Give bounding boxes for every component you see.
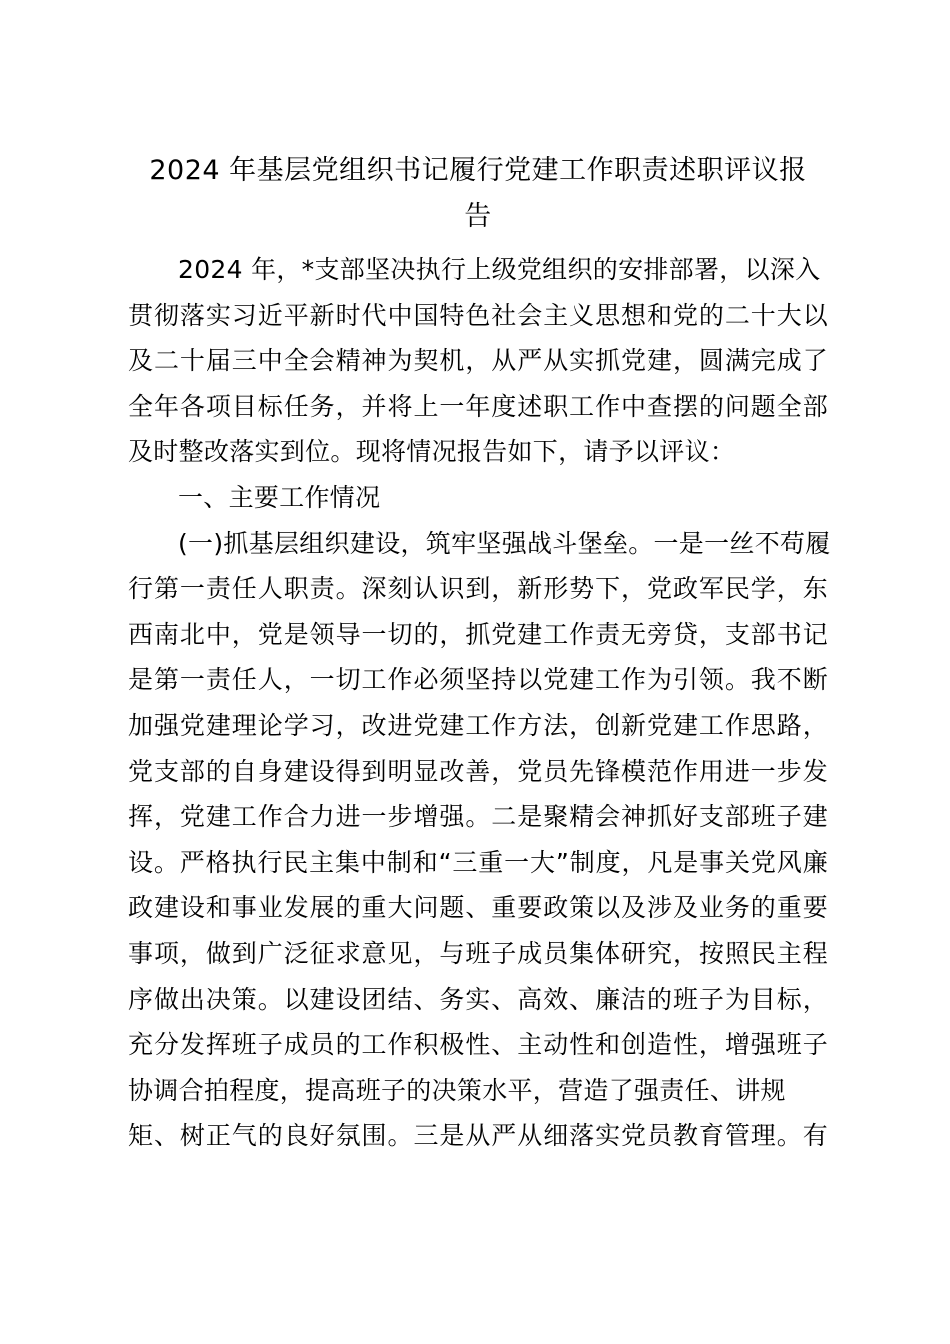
paragraph-line: 西南北中，党是领导一切的，抓党建工作责无旁贷，支部书记 [128,619,828,649]
document-title [128,148,828,240]
document-body [128,247,831,1159]
paragraph-line: 贯彻落实习近平新时代中国特色社会主义思想和党的二十大以 [128,300,828,330]
paragraph-line: 事项，做到广泛征求意见，与班子成员集体研究，按照民主程 [128,938,828,968]
paragraph-line: 序做出决策。以建设团结、务实、高效、廉洁的班子为目标， [128,984,828,1014]
paragraph-line: 政建设和事业发展的重大问题、重要政策以及涉及业务的重要 [128,893,828,923]
paragraph-line: 及时整改落实到位。现将情况报告如下，请予以评议： [128,437,736,467]
paragraph-line: 全年各项目标任务，并将上一年度述职工作中查摆的问题全部 [128,391,828,421]
title-line: 告 [464,201,492,232]
paragraph-line: 是第一责任人，一切工作必须坚持以党建工作为引领。我不断 [128,665,828,695]
paragraph-line: 充分发挥班子成员的工作积极性、主动性和创造性，增强班子 [128,1030,828,1060]
paragraph-line: 设。严格执行民主集中制和“三重一大”制度，凡是事关党风廉 [128,847,828,877]
paragraph-line: 及二十届三中全会精神为契机，从严从实抓党建，圆满完成了 [128,346,828,376]
paragraph-line: 协调合拍程度，提高班子的决策水平，营造了强责任、讲规 [128,1075,786,1105]
paragraph-line: 矩、树正气的良好氛围。三是从严从细落实党员教育管理。有 [128,1121,828,1151]
paragraph-line: 党支部的自身建设得到明显改善，党员先锋模范作用进一步发 [128,756,828,786]
paragraph-line: (一)抓基层组织建设，筑牢坚强战斗堡垒。一是一丝不苟履 [178,528,831,558]
paragraph-line: 挥，党建工作合力进一步增强。二是聚精会神抓好支部班子建 [128,802,828,832]
paragraph-line: 加强党建理论学习，改进党建工作方法，创新党建工作思路， [128,710,828,740]
section-heading: 一、主要工作情况 [178,482,381,512]
paragraph-line: 2024 年，*支部坚决执行上级党组织的安排部署，以深入 [178,255,821,284]
paragraph-line: 行第一责任人职责。深刻认识到，新形势下，党政军民学，东 [128,574,828,604]
title-line: 2024 年基层党组织书记履行党建工作职责述职评议报 [149,155,807,186]
